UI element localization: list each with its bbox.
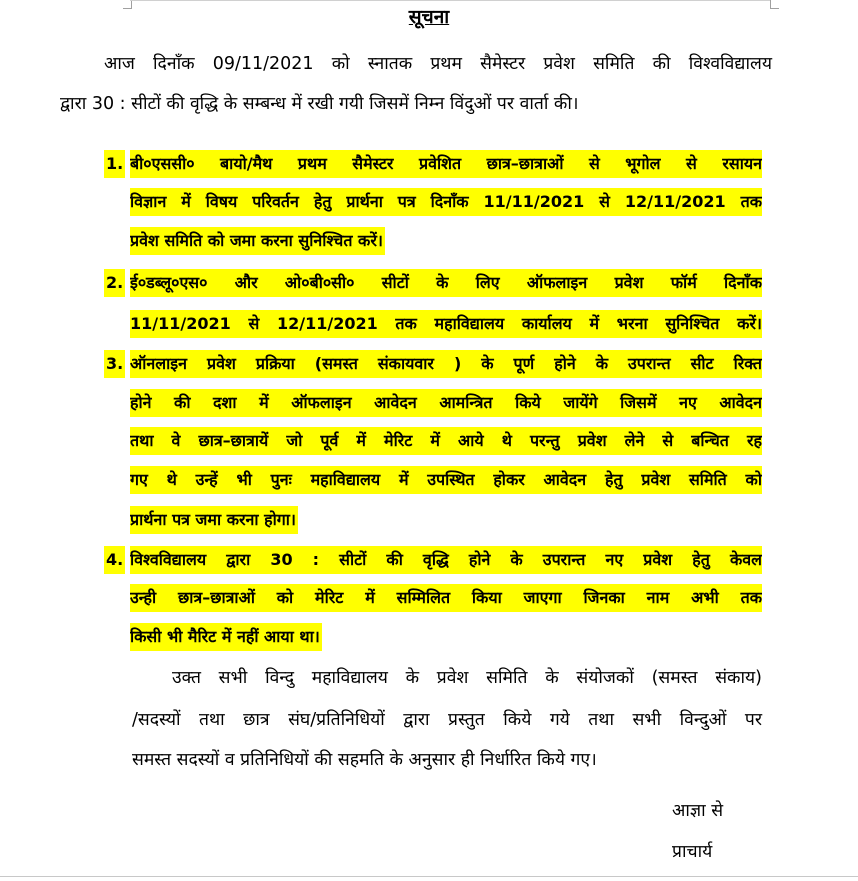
point-1-line-2[interactable]: विज्ञान में विषय परिवर्तन हेतु प्रार्थना पत्र दिनाँक 11/11/2021 से 12/11/2021 तक (130, 188, 762, 216)
closing-line-1[interactable]: उक्त सभी विन्दु महाविद्यालय के प्रवेश समिति के संयोजकों (समस्त संकाय) (172, 668, 762, 688)
point-2-line-1[interactable]: ई०डब्लू०एस० और ओ०बी०सी० सीटों के लिए ऑफलाइन प्रवेश फॉर्म दिनाँक (130, 269, 762, 297)
point-3-number: 3. (104, 350, 125, 378)
point-3-line-1[interactable]: ऑनलाइन प्रवेश प्रक्रिया (समस्त संकायवार ) के पूर्ण होने के उपरान्त सीट रिक्त (130, 350, 762, 378)
closing-line-3[interactable]: समस्त सदस्यों व प्रतिनिधियों की सहमति के अनुसार ही निर्धारित किये गए। (132, 750, 597, 770)
point-3-line-2[interactable]: होने की दशा में ऑफलाइन आवेदन आमन्त्रित किये जायेंगे जिसमें नए आवेदन (130, 389, 762, 417)
point-2-line-2[interactable]: 11/11/2021 से 12/11/2021 तक महाविद्यालय कार्यालय में भरना सुनिश्चित करें। (130, 310, 762, 338)
signature-order-line[interactable]: आज्ञा से (672, 801, 724, 821)
point-1-line-3[interactable]: प्रवेश समिति को जमा करना सुनिश्चित करें। (130, 227, 385, 255)
signature-principal[interactable]: प्राचार्य (672, 842, 713, 862)
point-4-line-2[interactable]: उन्ही छात्र–छात्राओं को मेरिट में सम्मिलित किया जाएगा जिनका नाम अभी तक (130, 584, 762, 612)
point-4-number: 4. (104, 546, 125, 574)
point-3-line-4[interactable]: गए थे उन्हें भी पुनः महाविद्यालय में उपस्थित होकर आवेदन हेतु प्रवेश समिति को (130, 466, 762, 494)
point-1-number: 1. (104, 150, 125, 178)
closing-line-2[interactable]: /सदस्यों तथा छात्र संघ/प्रतिनिधियों द्वारा प्रस्तुत किये गये तथा सभी विन्दुओं पर (132, 710, 762, 730)
intro-line-1[interactable]: आज दिनाँक 09/11/2021 को स्नातक प्रथम सैमेस्टर प्रवेश समिति की विश्वविद्यालय (104, 54, 772, 74)
notice-title[interactable]: सूचना (408, 6, 450, 28)
point-4-line-3[interactable]: किसी भी मैरिट में नहीं आया था। (130, 623, 322, 651)
page-bottom-edge (0, 876, 858, 877)
point-4-line-1[interactable]: विश्वविद्यालय द्वारा 30 : सीटों की वृद्धि होने के उपरान्त नए प्रवेश हेतु केवल (130, 546, 762, 574)
intro-line-2[interactable]: द्वारा 30 : सीटों की वृद्धि के सम्बन्ध में रखी गयी जिसमें निम्न विंदुओं पर वार्ता की। (60, 94, 579, 114)
margin-guide (130, 0, 770, 1)
point-3-line-3[interactable]: तथा वे छात्र–छात्रायें जो पूर्व में मेरिट में आये थे परन्तु प्रवेश लेने से बन्चित रह (130, 427, 762, 455)
point-3-line-5[interactable]: प्रार्थना पत्र जमा करना होगा। (130, 506, 298, 534)
point-1-line-1[interactable]: बी०एससी० बायो/मैथ प्रथम सैमेस्टर प्रवेशित छात्र–छात्राओं से भूगोल से रसायन (130, 150, 762, 178)
point-2-number: 2. (104, 269, 125, 297)
